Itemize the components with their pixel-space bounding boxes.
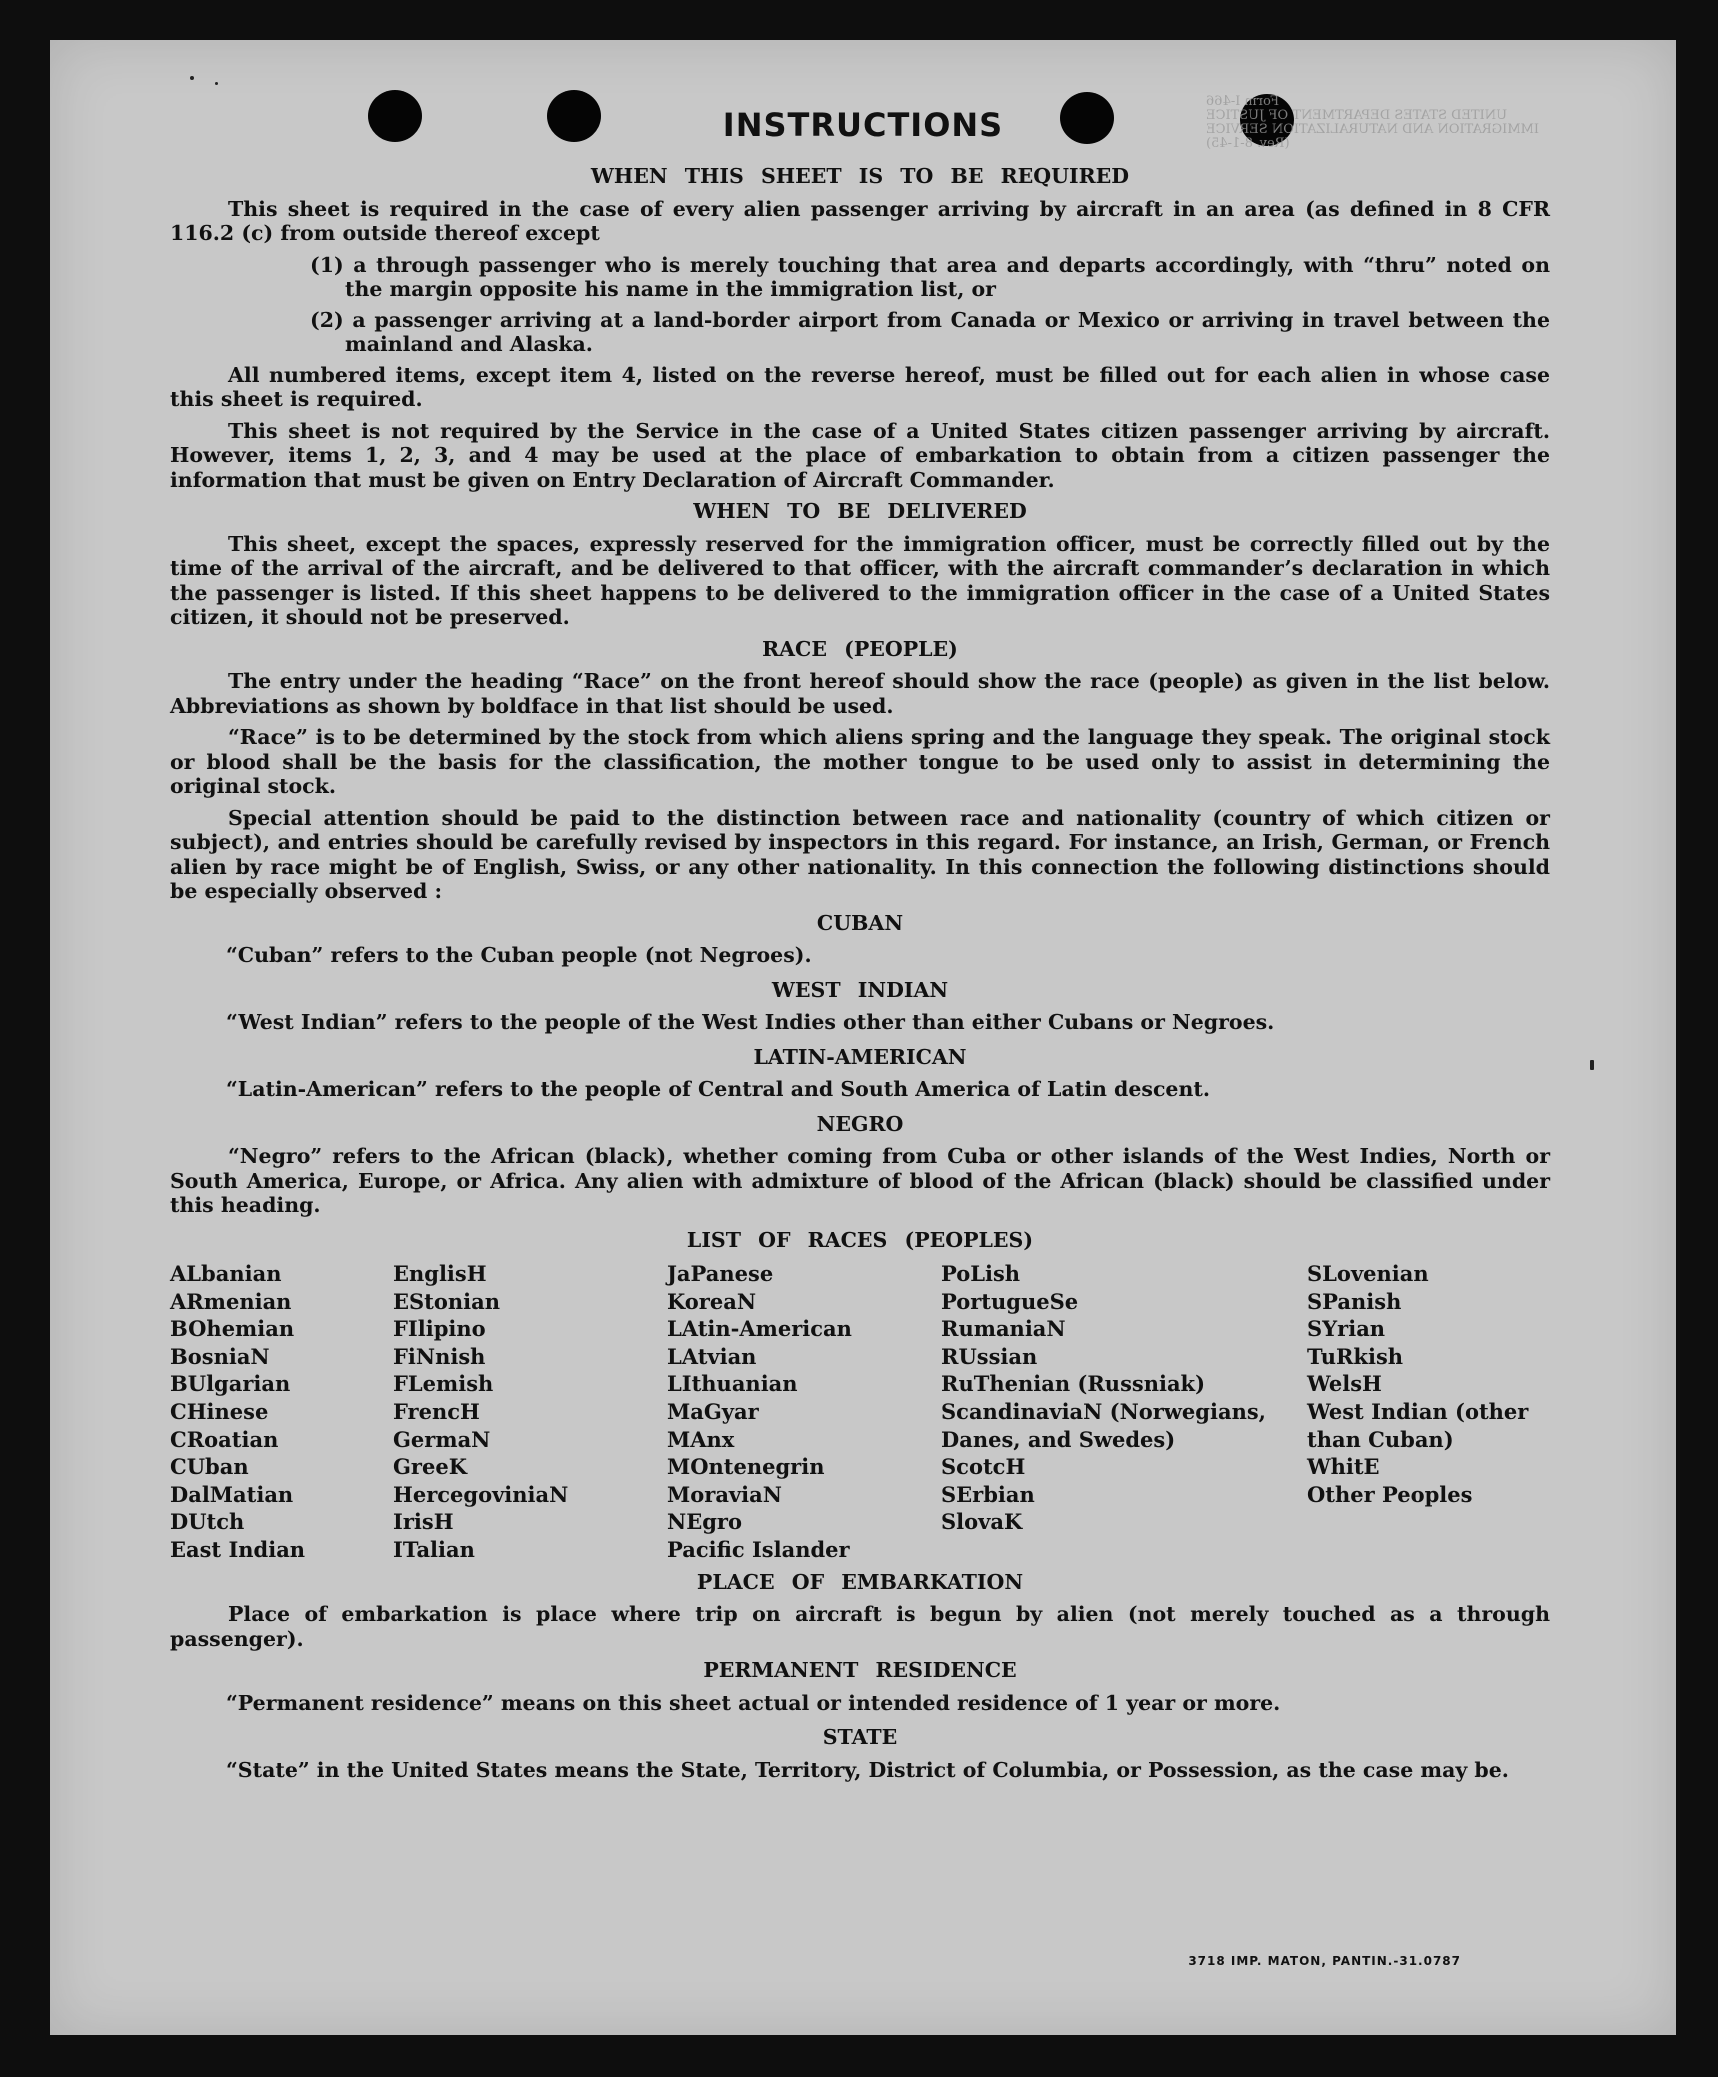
race-item: IrisH	[393, 1509, 454, 1535]
race-item: MAnx	[667, 1426, 735, 1452]
section-heading: PERMANENT RESIDENCE	[703, 1658, 1017, 1683]
section-heading: STATE	[822, 1725, 898, 1750]
race-item: ITalian	[393, 1536, 475, 1562]
paragraph: All numbered items, except item 4, listed on the reverse hereof, must be filled out for each alien in whose case this sheet is required.	[170, 362, 1550, 411]
race-item: EnglisH	[393, 1261, 487, 1286]
document-sheet	[50, 40, 1676, 2035]
paragraph: “State” in the United States means the State, Territory, District of Columbia, or Possession, as the case may be.	[226, 1757, 1509, 1782]
race-item: KoreaN	[667, 1288, 757, 1314]
speck	[215, 82, 218, 85]
race-item: CRoatian	[170, 1426, 279, 1452]
speck	[1590, 1060, 1594, 1070]
race-item: ARmenian	[170, 1288, 292, 1314]
section-heading: PLACE OF EMBARKATION	[696, 1569, 1024, 1594]
race-item: PoLish	[941, 1261, 1021, 1286]
list-item: (2) a passenger arriving at a land-border airport from Canada or Mexico or arriving in travel between the mainland and Alaska.	[310, 307, 1550, 356]
race-item: RUssian	[941, 1343, 1038, 1369]
race-item: GermaN	[393, 1426, 491, 1452]
race-item: West Indian (other than Cuban)	[1307, 1398, 1529, 1452]
race-item: RuThenian (Russniak)	[941, 1371, 1206, 1397]
race-item: HercegoviniaN	[393, 1481, 569, 1507]
race-item: CUban	[170, 1454, 249, 1480]
instructions-body	[170, 158, 1550, 1792]
race-item: FrencH	[393, 1398, 480, 1424]
race-item: SPanish	[1307, 1288, 1402, 1314]
race-item: FLemish	[393, 1371, 494, 1397]
paragraph: “Permanent residence” means on this sheet actual or intended residence of 1 year or more.	[226, 1690, 1281, 1715]
race-item: Pacific Islander	[667, 1536, 850, 1562]
races-column	[941, 1260, 1307, 1564]
race-item: FIlipino	[393, 1316, 486, 1342]
section-heading: NEGRO	[816, 1111, 904, 1136]
race-item: WelsH	[1307, 1371, 1382, 1397]
paragraph: “Negro” refers to the African (black), whether coming from Cuba or other islands of the West Indies, North or South America, Europe, or Africa. Any alien with admixture of blood of the African (black) should be classified under this heading.	[170, 1144, 1550, 1217]
speck	[190, 76, 194, 80]
race-item: TuRkish	[1307, 1343, 1404, 1369]
race-item: SLovenian	[1307, 1261, 1429, 1286]
section-heading: CUBAN	[816, 910, 904, 935]
race-item: East Indian	[170, 1536, 306, 1562]
race-item: LAtin-American	[667, 1316, 852, 1342]
race-item: GreeK	[393, 1454, 467, 1480]
race-item: Other Peoples	[1307, 1481, 1473, 1507]
race-item: NEgro	[667, 1509, 742, 1535]
section-heading: WHEN THIS SHEET IS TO BE REQUIRED	[590, 164, 1130, 188]
paragraph: This sheet is required in the case of every alien passenger arriving by aircraft in an area (as defined in 8 CFR 116.2 (c) from outside thereof except	[170, 196, 1550, 245]
races-column	[170, 1260, 393, 1564]
race-item: ScotcH	[941, 1454, 1026, 1480]
race-item: CHinese	[170, 1398, 269, 1424]
race-item: SlovaK	[941, 1509, 1023, 1535]
bleed-through-form-header: Form I-466 UNITED STATES DEPARTMENT OF JUSTICE IMMIGRATION AND NATURALIZATION SERVICE (Rev. 8-1-45)	[1206, 94, 1540, 151]
list-item: (1) a through passenger who is merely touching that area and departs accordingly, with “thru” noted on the margin opposite his name in the immigration list, or	[310, 252, 1550, 301]
races-column	[1307, 1260, 1547, 1564]
race-item: MoraviaN	[667, 1481, 782, 1507]
paragraph: “Latin-American” refers to the people of Central and South America of Latin descent.	[226, 1077, 1210, 1101]
paragraph: “West Indian” refers to the people of the West Indies other than either Cubans or Negroes.	[226, 1010, 1275, 1034]
race-item: SYrian	[1307, 1316, 1386, 1342]
race-item: MOntenegrin	[667, 1454, 825, 1480]
race-item: DUtch	[170, 1509, 245, 1535]
paragraph: “Race” is to be determined by the stock from which aliens spring and the language they speak. The original stock or blood shall be the basis for the classification, the mother tongue to be used only to assist in determining the original stock.	[170, 725, 1550, 798]
page-title: INSTRUCTIONS	[722, 106, 1004, 144]
race-item: BOhemian	[170, 1316, 295, 1342]
races-list	[170, 1260, 1550, 1564]
section-heading: LATIN-AMERICAN	[753, 1044, 967, 1069]
race-item: RumaniaN	[941, 1316, 1066, 1342]
section-heading: WHEN TO BE DELIVERED	[693, 499, 1027, 523]
paragraph: This sheet is not required by the Service in the case of a United States citizen passenger arriving by aircraft. However, items 1, 2, 3, and 4 may be used at the place of embarkation to obtain from a citizen passenger the information that must be given on Entry Declaration of Aircraft Commander.	[170, 418, 1550, 492]
section-heading: RACE (PEOPLE)	[762, 636, 958, 661]
race-item: BUlgarian	[170, 1371, 291, 1397]
paragraph: This sheet, except the spaces, expressly reserved for the immigration officer, must be correctly filled out by the time of the arrival of the aircraft, and be delivered to that officer, with the aircraft commander’s declaration in which the passenger is listed. If this sheet happens to be delivered to the immigration officer in the case of a United States citizen, it should not be preserved.	[170, 531, 1550, 629]
race-item: WhitE	[1307, 1454, 1380, 1480]
section-heading: WEST INDIAN	[771, 977, 949, 1002]
races-column	[667, 1260, 941, 1564]
race-item: DalMatian	[170, 1481, 294, 1507]
printer-imprint: 3718 IMP. MATON, PANTIN.-31.0787	[1188, 1954, 1461, 1968]
race-item: BosniaN	[170, 1343, 270, 1369]
race-item: JaPanese	[667, 1261, 774, 1286]
paragraph: Special attention should be paid to the distinction between race and nationality (country of which citizen or subject), and entries should be carefully revised by inspectors in this regard. For instance, an Irish, German, or French alien by race might be of English, Swiss, or any other nationality. In this connection the following distinctions should be especially observed :	[170, 805, 1550, 903]
paragraph: The entry under the heading “Race” on the front hereof should show the race (people) as given in the list below. Abbreviations as shown by boldface in that list should be used.	[170, 669, 1550, 718]
paragraph: “Cuban” refers to the Cuban people (not Negroes).	[226, 943, 812, 967]
race-item: LAtvian	[667, 1343, 757, 1369]
paragraph: Place of embarkation is place where trip on aircraft is begun by alien (not merely touched as a through passenger).	[170, 1602, 1550, 1651]
race-item: LIthuanian	[667, 1371, 798, 1397]
race-item: ALbanian	[170, 1261, 282, 1286]
races-column	[393, 1260, 667, 1564]
race-item: MaGyar	[667, 1398, 759, 1424]
race-item: EStonian	[393, 1288, 500, 1314]
race-item: PortugueSe	[941, 1288, 1079, 1314]
race-item: SErbian	[941, 1481, 1035, 1507]
race-item: ScandinaviaN (Norwegians, Danes, and Swedes)	[941, 1398, 1266, 1452]
race-item: FiNnish	[393, 1343, 486, 1369]
section-heading: LIST OF RACES (PEOPLES)	[686, 1227, 1034, 1252]
